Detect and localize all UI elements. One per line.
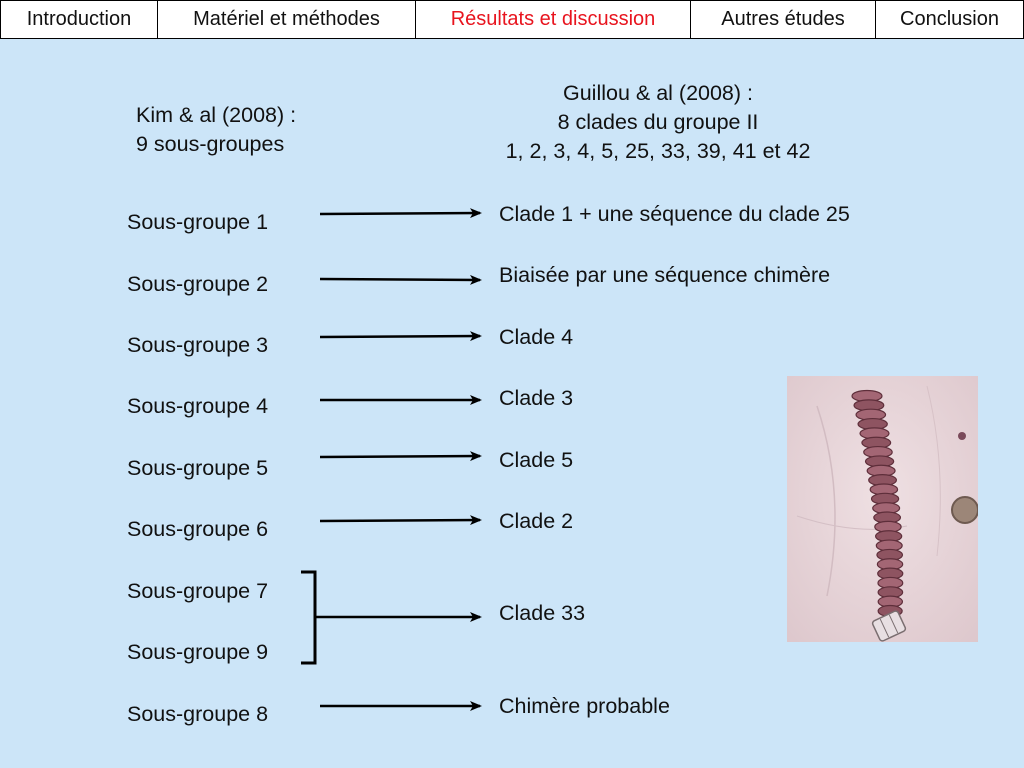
bracket	[301, 572, 315, 663]
subgroup-4: Sous-groupe 4	[127, 394, 269, 418]
tab-materiel-methodes[interactable]: Matériel et méthodes	[158, 1, 416, 38]
dinoflagellate-micrograph	[787, 376, 978, 642]
guillou-citation: Guillou & al (2008) :	[562, 81, 753, 105]
arrow-3	[320, 336, 480, 337]
arrow-6	[320, 520, 480, 521]
guillou-clade-count: 8 clades du groupe II	[557, 110, 759, 134]
subgroup-5: Sous-groupe 5	[127, 456, 269, 480]
tab-autres-etudes[interactable]: Autres études	[691, 1, 876, 38]
kim-citation: Kim & al (2008) :	[136, 103, 297, 127]
arrow-2	[320, 279, 480, 280]
tab-conclusion[interactable]: Conclusion	[900, 8, 999, 30]
subgroup-8: Sous-groupe 8	[127, 702, 269, 726]
clade-result-3: Clade 4	[499, 325, 574, 349]
tab-resultats-discussion[interactable]: Résultats et discussion	[416, 1, 691, 38]
clade-result-6: Clade 2	[499, 509, 574, 533]
clade-result-7-9: Clade 33	[499, 601, 586, 625]
kim-subgroup-count: 9 sous-groupes	[136, 132, 285, 156]
subgroup-9: Sous-groupe 9	[127, 640, 269, 664]
subgroup-1: Sous-groupe 1	[127, 210, 269, 234]
subgroup-7: Sous-groupe 7	[127, 579, 269, 603]
tab-introduction[interactable]: Introduction	[1, 1, 158, 38]
subgroup-3: Sous-groupe 3	[127, 333, 269, 357]
guillou-clade-list: 1, 2, 3, 4, 5, 25, 33, 39, 41 et 42	[505, 139, 811, 163]
clade-result-4: Clade 3	[499, 386, 574, 410]
clade-result-5: Clade 5	[499, 448, 574, 472]
subgroup-2: Sous-groupe 2	[127, 272, 269, 296]
subgroup-6: Sous-groupe 6	[127, 517, 269, 541]
clade-result-1: Clade 1 + une séquence du clade 25	[499, 202, 850, 226]
arrow-1	[320, 213, 480, 214]
arrow-5	[320, 456, 480, 457]
clade-result-8: Chimère probable	[499, 694, 670, 718]
clade-result-2: Biaisée par une séquence chimère	[499, 263, 831, 287]
